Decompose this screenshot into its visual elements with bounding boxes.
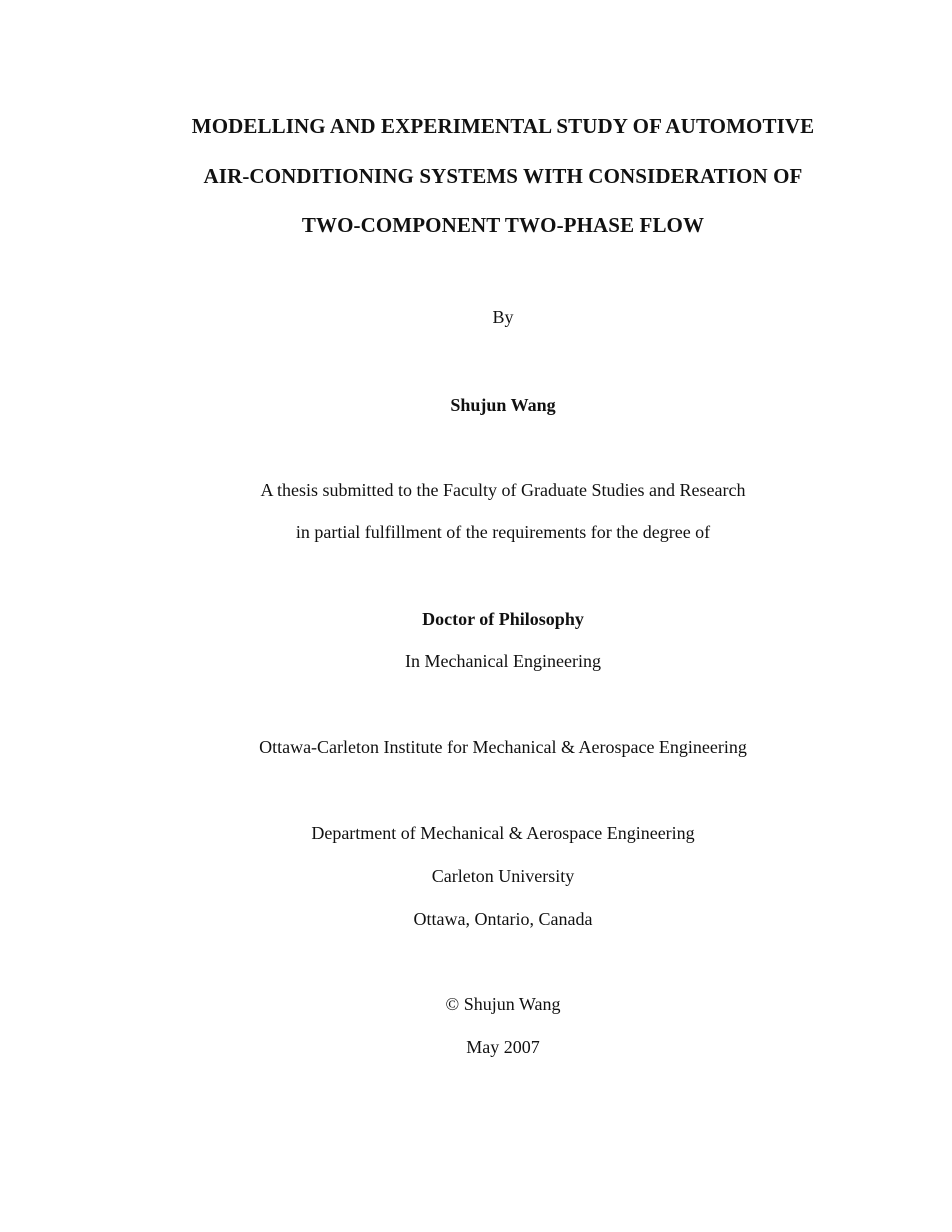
copyright-notice: © Shujun Wang	[445, 994, 561, 1014]
author-name: Shujun Wang	[450, 395, 556, 415]
submission-line-2: in partial fulfillment of the requirements for the degree of	[295, 522, 711, 542]
degree-name: Doctor of Philosophy	[422, 609, 584, 629]
thesis-title-line-3: TWO-COMPONENT TWO-PHASE FLOW	[301, 213, 705, 237]
thesis-title-line-1: MODELLING AND EXPERIMENTAL STUDY OF AUTOMOTIVE	[191, 114, 815, 138]
university-name: Carleton University	[431, 866, 575, 886]
by-label: By	[492, 307, 514, 327]
submission-date: May 2007	[466, 1037, 540, 1057]
submission-line-1: A thesis submitted to the Faculty of Graduate Studies and Research	[260, 480, 746, 500]
thesis-title-line-2: AIR-CONDITIONING SYSTEMS WITH CONSIDERATION OF	[203, 164, 803, 188]
department-name: Department of Mechanical & Aerospace Engineering	[311, 823, 695, 843]
degree-field: In Mechanical Engineering	[405, 651, 601, 671]
institute-name: Ottawa-Carleton Institute for Mechanical & Aerospace Engineering	[259, 737, 747, 757]
location: Ottawa, Ontario, Canada	[413, 909, 593, 929]
